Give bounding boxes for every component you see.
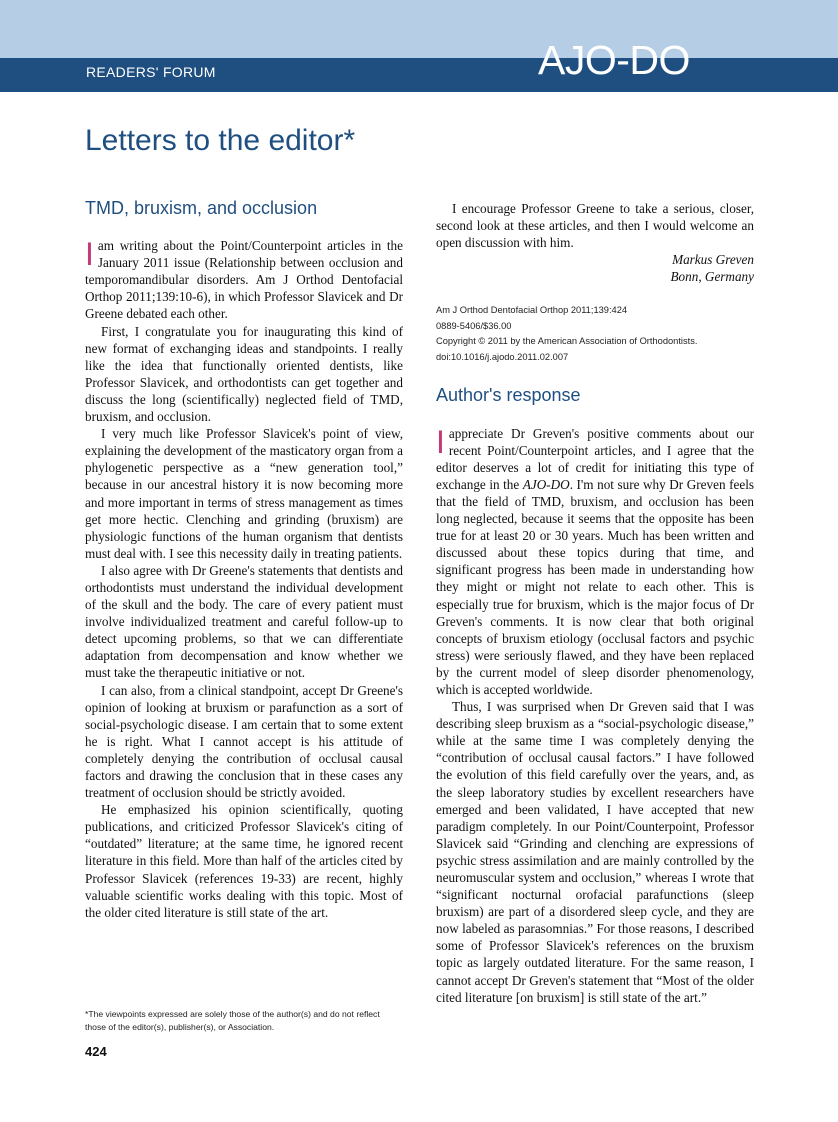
citation-line: Copyright © 2011 by the American Association of Orthodontists. bbox=[436, 336, 698, 347]
dropcap: I bbox=[436, 423, 445, 460]
letter-paragraph: Iam writing about the Point/Counterpoint articles in the January 2011 issue (Relationship between occlusion and temporomandibular disorders. Am J Orthod Dentofacial Orthop 2011;139:10-6), in which Professor Slavicek and Dr Greene debated each other. bbox=[85, 236, 403, 322]
journal-name: AJO-DO bbox=[522, 476, 570, 492]
page-title: Letters to the editor* bbox=[85, 124, 356, 157]
letter-paragraph: I also agree with Dr Greene's statements that dentists and orthodontists must understand the individual development of the skull and the body. The care of every patient must involve individualized treatment and careful follow-up to detect upcoming problems, so that we can differentiate adaptation from decompensation and know whether we must take the therapeutic initiative or not. bbox=[85, 562, 403, 681]
letter-paragraph: I encourage Professor Greene to take a serious, closer, second look at these articles, and then I would welcome an open discussion with him. bbox=[436, 201, 754, 251]
footnote: *The viewpoints expressed are solely those of the author(s) and do not reflect those of the editor(s), publisher(s), or Association. bbox=[85, 1009, 380, 1032]
response-heading: Author's response bbox=[436, 385, 581, 406]
signature-place: Bonn, Germany bbox=[670, 269, 754, 285]
dropcap: I bbox=[85, 236, 94, 273]
response-paragraph: Iappreciate Dr Greven's positive comments about our recent Point/Counterpoint articles, and I agree that the editor deserves a lot of credit for initiating this type of exchange in the AJO-DO. I'm not sure why Dr Greven feels that the field of TMD, bruxism, and occlusion has been long neglected, because it seems that the opposite has been true for at least 20 or 30 years. Much has been written and discussed about these topics during that time, and significant progress has been made in understanding how they might or might not relate to each other. This is especially true for bruxism, which is the major focus of Dr Greven's comments. It is now clear that both original concepts of bruxism etiology (occlusal factors and psychic stress) were seriously flawed, and they have been replaced by the current model of sleep disorder phenomenology, which is accepted worldwide. bbox=[436, 423, 754, 697]
response-paragraph: Thus, I was surprised when Dr Greven said that I was describing sleep bruxism as a “social-psychologic disease,” while at the same time I was completely denying the “contribution of occlusal causal factors.” I have followed the evolution of this field carefully over the years, and, as the sleep laboratory studies by excellent researchers have emerged and been validated, I have accepted that new paradigm completely. In our Point/Counterpoint, Professor Slavicek said “Grinding and clenching are expressions of psychic stress assimilation and are mainly controlled by the neuromuscular system and occlusion,” whereas I wrote that “significant nocturnal orofacial parafunctions (sleep bruxism) are part of a disordered sleep cycle, and they are now labeled as parasomnias.” For those reasons, I described some of Professor Slavicek's references on the bruxism topic as largely outdated literature. For the same reason, I cannot accept Dr Greven's statement that “Most of the older cited literature [on bruxism] is still state of the art.” bbox=[436, 699, 754, 1005]
section-label: READERS' FORUM bbox=[86, 64, 216, 80]
journal-logo: AJO-DO bbox=[538, 37, 690, 83]
citation-line: Am J Orthod Dentofacial Orthop 2011;139:424 bbox=[436, 305, 628, 316]
signature-name: Markus Greven bbox=[672, 252, 754, 268]
letter-paragraph: First, I congratulate you for inaugurating this kind of new format of exchanging ideas and standpoints. I really like the idea that functionally oriented dentists, like Professor Slavicek, and orthodontists can get together and discuss the long (scientifically) neglected field of TMD, bruxism, and occlusion. bbox=[85, 323, 403, 425]
letter-heading: TMD, bruxism, and occlusion bbox=[85, 198, 318, 218]
citation-line: doi:10.1016/j.ajodo.2011.02.007 bbox=[436, 351, 569, 362]
page-number: 424 bbox=[85, 1044, 107, 1059]
right-column bbox=[436, 200, 754, 1006]
letter-paragraph: I can also, from a clinical standpoint, accept Dr Greene's opinion of looking at bruxism or parafunction as a sort of social-psychologic disease. I am certain that to some extent he is right. What I cannot accept is his attitude of completely denying the contribution of occlusal causal factors and drawing the conclusion that in these cases any treatment of occlusion should be strictly avoided. bbox=[85, 682, 403, 801]
letter-paragraph: He emphasized his opinion scientifically, quoting publications, and criticized Professor Slavicek's citing of “outdated” literature; at the same time, he ignored recent literature in this field. More than half of the articles cited by Professor Slavicek (references 19-33) are recent, highly valuable scientific works dealing with this topic. Most of the older cited literature is still state of the art. bbox=[85, 802, 403, 920]
left-column bbox=[85, 200, 403, 921]
header-band bbox=[0, 0, 838, 58]
citation-line: 0889-5406/$36.00 bbox=[436, 320, 512, 331]
letter-paragraph: I very much like Professor Slavicek's point of view, explaining the development of the masticatory organ from a phylogenetic perspective as a “new generation tool,” because in our ancestral history it is now becoming more and more important in terms of stress management as times get more hectic. Clenching and grinding (bruxism) are physiologic functions of the human organism that dentists must deal with. I see this necessity daily in treating patients. bbox=[85, 426, 403, 561]
citation-block bbox=[436, 303, 754, 365]
